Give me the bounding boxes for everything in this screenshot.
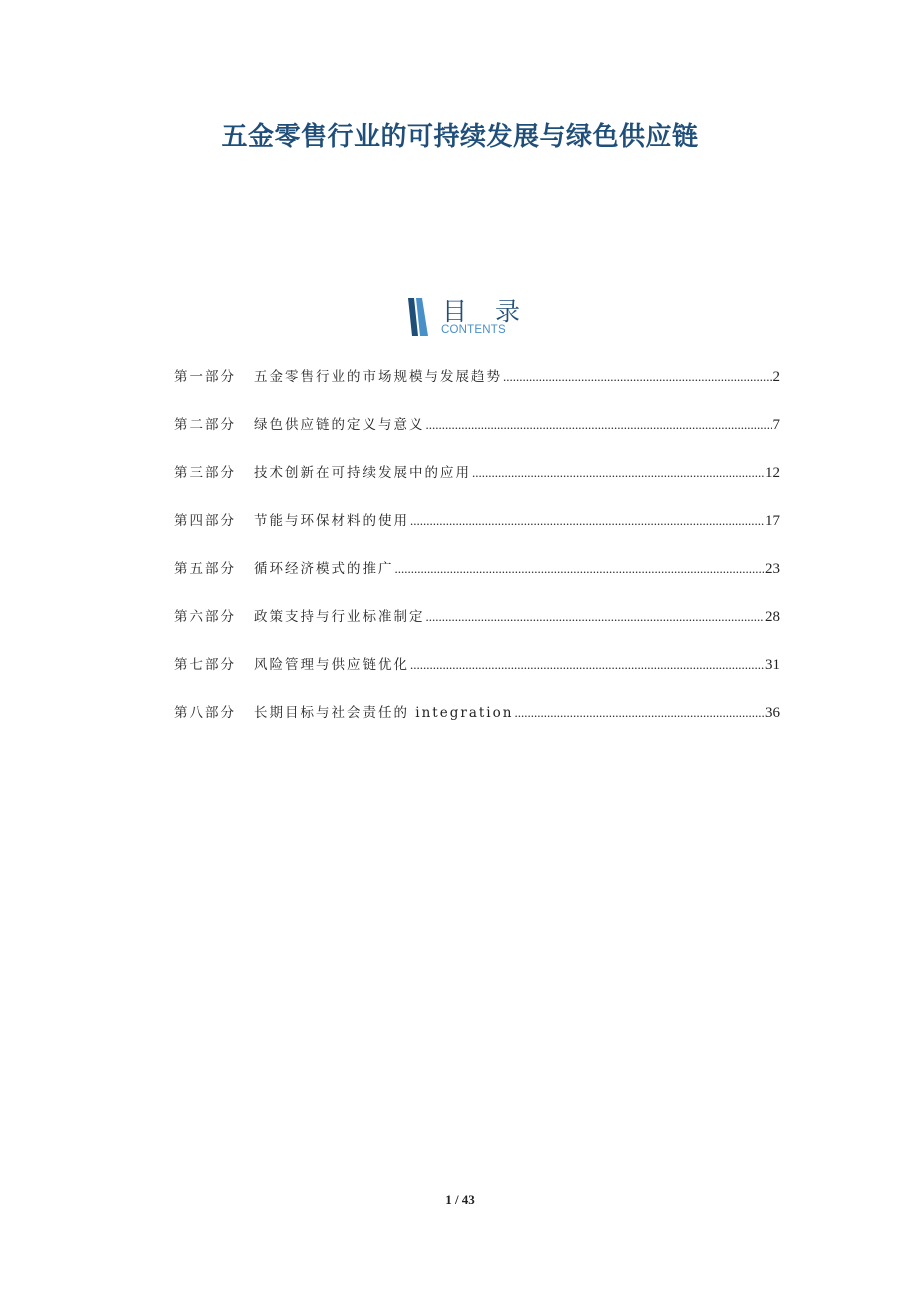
toc-heading: 目 录	[442, 297, 530, 326]
toc-entry-part: 第三部分	[174, 465, 236, 481]
toc-entry-page: 31	[765, 657, 780, 673]
toc-entry-page: 12	[765, 465, 780, 481]
toc-entry-part: 第四部分	[174, 513, 236, 529]
toc-entry-page: 7	[772, 417, 780, 433]
toc-entry[interactable]	[174, 654, 780, 702]
toc-entry-part: 第五部分	[174, 561, 236, 577]
page-indicator: 1 / 43	[445, 1192, 475, 1207]
toc-leader-dots	[395, 558, 765, 580]
toc-leader-dots	[503, 366, 772, 388]
table-of-contents	[174, 366, 780, 750]
toc-entry-title: 技术创新在可持续发展中的应用	[254, 465, 471, 481]
toc-entry-page: 28	[765, 609, 780, 625]
toc-entry-title: 节能与环保材料的使用	[254, 513, 409, 529]
toc-entry-part: 第一部分	[174, 369, 236, 385]
toc-entry-part: 第二部分	[174, 417, 236, 433]
toc-entry-part: 第八部分	[174, 705, 236, 721]
toc-entry-title: 政策支持与行业标准制定	[254, 609, 425, 625]
toc-entry[interactable]	[174, 366, 780, 414]
toc-leader-dots	[410, 654, 764, 676]
toc-entry[interactable]	[174, 414, 780, 462]
toc-leader-dots	[514, 702, 764, 724]
contents-logo-icon	[406, 296, 432, 338]
toc-leader-dots	[426, 606, 765, 628]
toc-leader-dots	[426, 414, 772, 436]
toc-entry[interactable]	[174, 558, 780, 606]
toc-entry[interactable]	[174, 702, 780, 750]
toc-entry-title: 循环经济模式的推广	[254, 561, 394, 577]
toc-entry-page: 17	[765, 513, 780, 529]
toc-entry-page: 36	[765, 705, 780, 721]
toc-entry-title: 长期目标与社会责任的 integration	[254, 705, 514, 721]
toc-entry-part: 第七部分	[174, 657, 236, 673]
toc-entry[interactable]	[174, 510, 780, 558]
toc-subheading: CONTENTS	[441, 324, 506, 336]
toc-entry[interactable]	[174, 462, 780, 510]
toc-entry-title: 风险管理与供应链优化	[254, 657, 409, 673]
toc-leader-dots	[472, 462, 764, 484]
toc-entry[interactable]	[174, 606, 780, 654]
toc-entry-page: 23	[765, 561, 780, 577]
toc-leader-dots	[410, 510, 764, 532]
toc-entry-title: 五金零售行业的市场规模与发展趋势	[254, 369, 502, 385]
toc-header	[406, 294, 530, 340]
toc-entry-part: 第六部分	[174, 609, 236, 625]
document-title: 五金零售行业的可持续发展与绿色供应链	[221, 122, 699, 152]
toc-entry-title: 绿色供应链的定义与意义	[254, 417, 425, 433]
toc-entry-page: 2	[772, 369, 780, 385]
